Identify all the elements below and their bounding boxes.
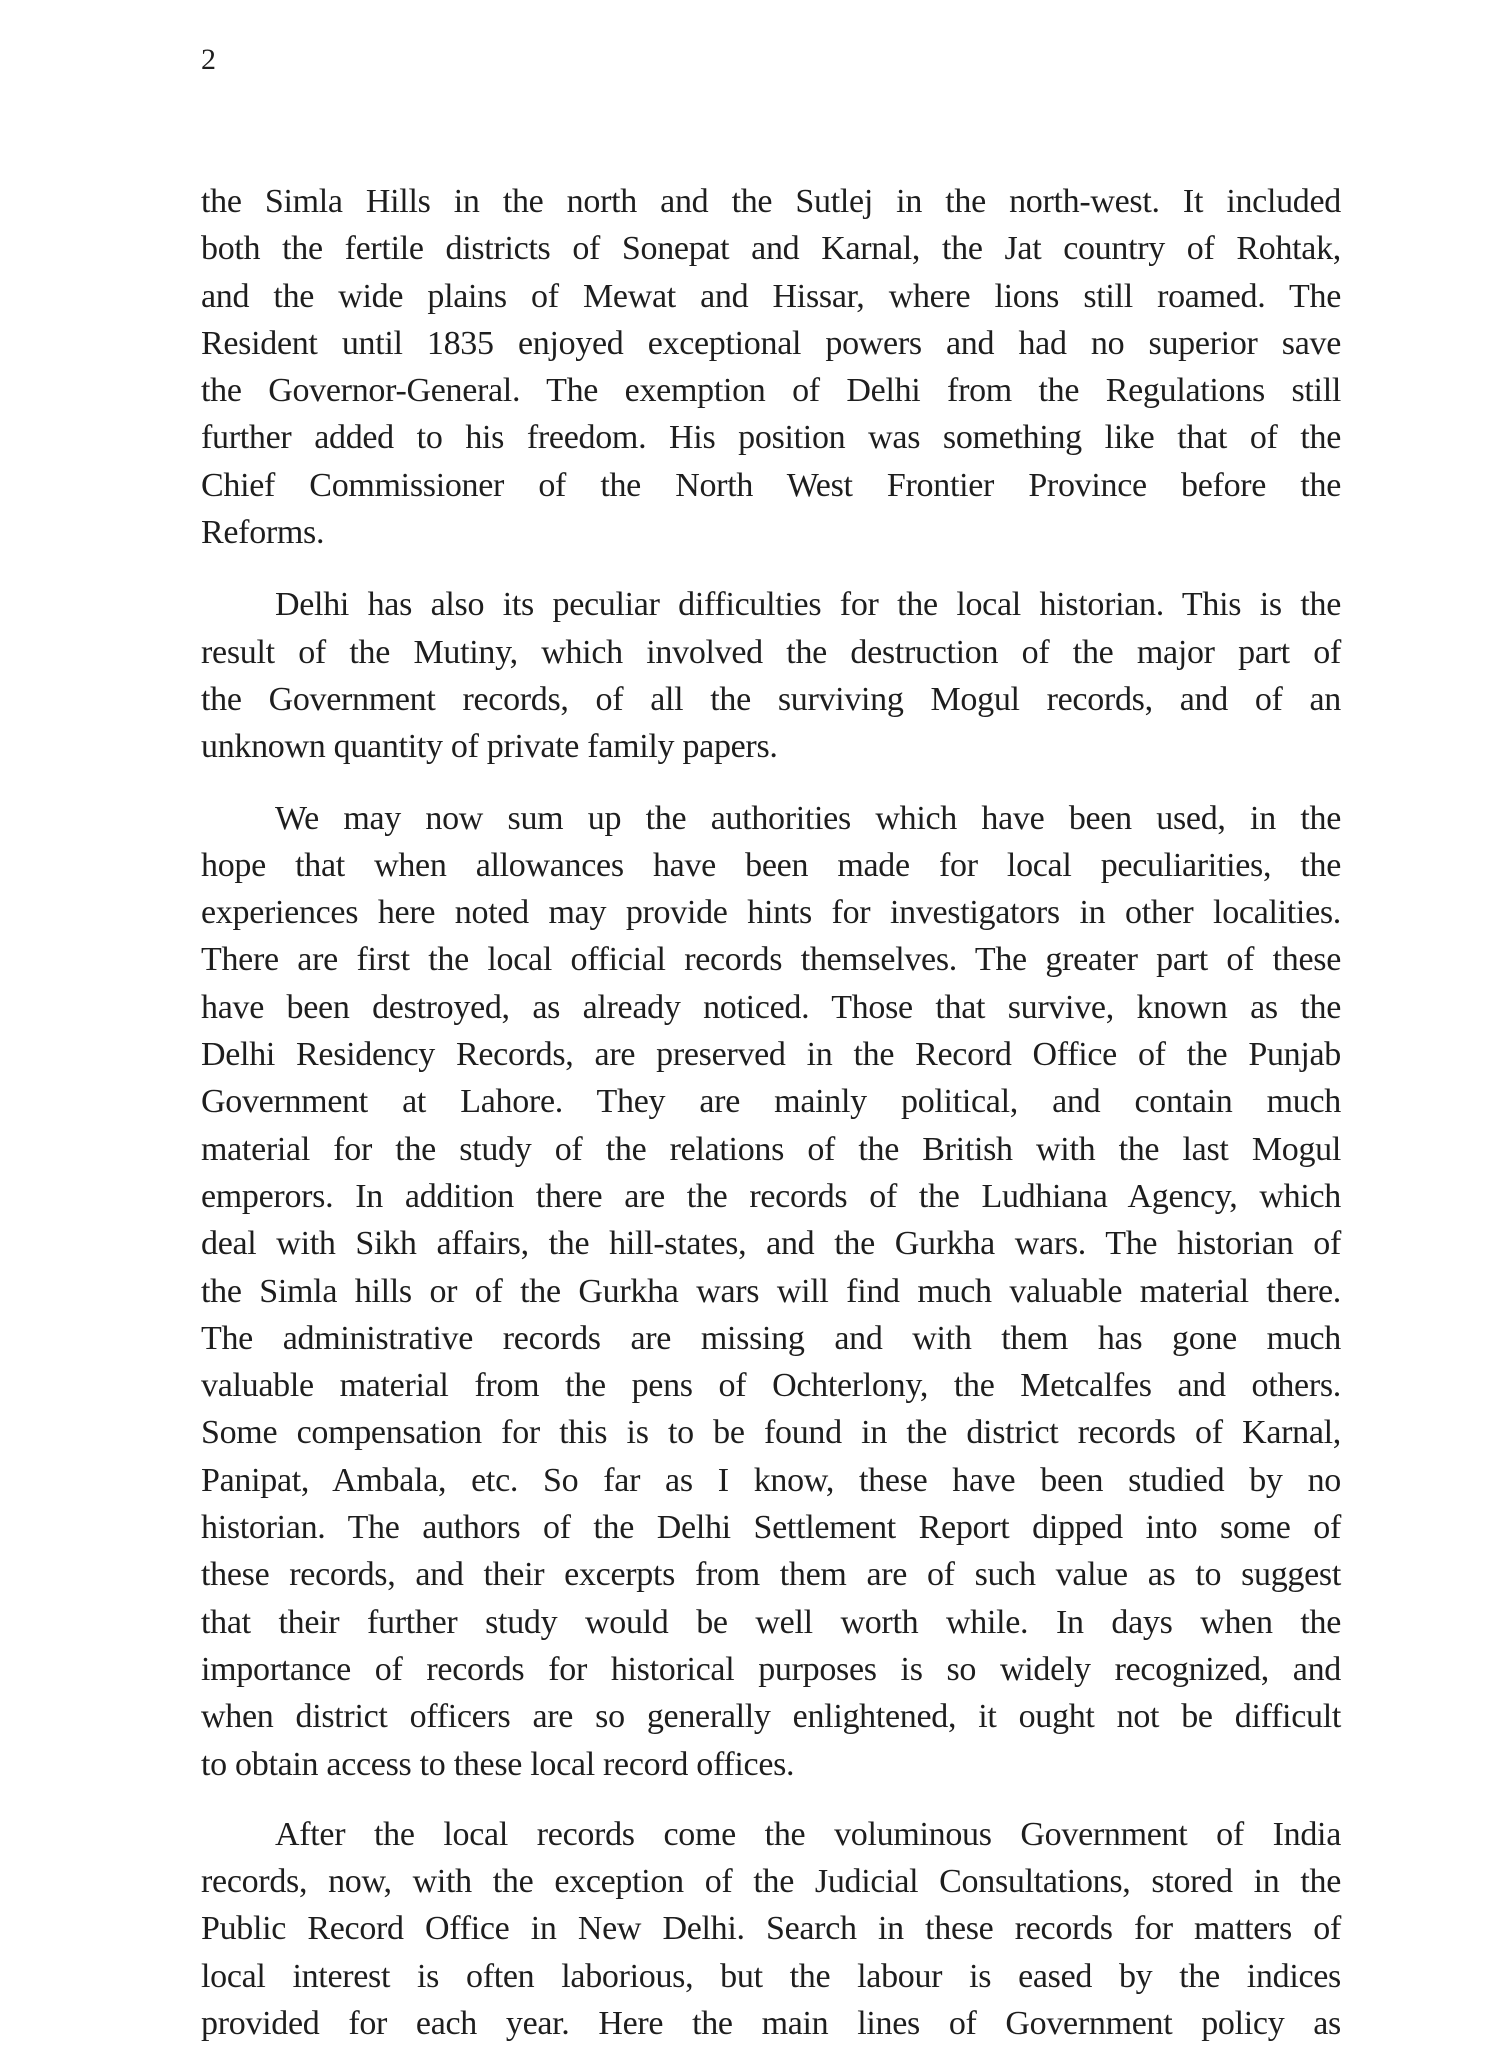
page-number: 2 (201, 43, 216, 76)
text-line: the Simla Hills in the north and the Sutlej in the north-west. It included (201, 183, 1341, 220)
body-text (201, 178, 1341, 2067)
text-line: There are first the local official records themselves. The greater part of these (201, 941, 1341, 979)
text-line: Chief Commissioner of the North West Frontier Province before the (201, 466, 1341, 504)
text-line: to obtain access to these local record offices. (201, 1745, 795, 1783)
text-line: Delhi Residency Records, are preserved in the Record Office of the Punjab (201, 1036, 1341, 1074)
text-line: result of the Mutiny, which involved the destruction of the major part of (201, 633, 1341, 671)
text-line: these records, and their excerpts from them are of such value as to suggest (201, 1556, 1341, 1594)
text-line: valuable material from the pens of Ochterlony, the Metcalfes and others. (201, 1367, 1341, 1405)
text-line: experiences here noted may provide hints for investigators in other localities. (201, 894, 1341, 932)
text-line: After the local records come the voluminous Government of India (275, 1815, 1341, 1853)
text-line: The administrative records are missing and with them has gone much (201, 1319, 1341, 1357)
text-line: records, now, with the exception of the Judicial Consultations, stored in the (201, 1863, 1341, 1901)
text-line: that their further study would be well worth while. In days when the (201, 1603, 1341, 1641)
text-line: both the fertile districts of Sonepat and Karnal, the Jat country of Rohtak, (201, 230, 1341, 268)
text-line: Government at Lahore. They are mainly political, and contain much (201, 1083, 1341, 1121)
text-line: the Governor-General. The exemption of Delhi from the Regulations still (201, 372, 1341, 410)
paragraph-delhi-difficulties (201, 581, 1341, 770)
text-line: unknown quantity of private family papers. (201, 728, 778, 766)
text-line: Public Record Office in New Delhi. Search in these records for matters of (201, 1910, 1341, 1948)
text-line: local interest is often laborious, but the labour is eased by the indices (201, 1957, 1341, 1995)
text-line: importance of records for historical purposes is so widely recognized, and (201, 1650, 1341, 1688)
text-line: emperors. In addition there are the records of the Ludhiana Agency, which (201, 1177, 1341, 1215)
text-line: Delhi has also its peculiar difficulties for the local historian. This is the (275, 586, 1341, 624)
text-line: Panipat, Ambala, etc. So far as I know, these have been studied by no (201, 1461, 1341, 1499)
text-line: and the wide plains of Mewat and Hissar, where lions still roamed. The (201, 277, 1341, 315)
text-line: the Simla hills or of the Gurkha wars will find much valuable material there. (201, 1272, 1341, 1310)
text-line: when district officers are so generally enlightened, it ought not be difficult (201, 1698, 1341, 1736)
text-line: historian. The authors of the Delhi Settlement Report dipped into some of (201, 1509, 1341, 1547)
paragraph-authorities (201, 795, 1341, 1788)
text-line: hope that when allowances have been made for local peculiarities, the (201, 846, 1341, 884)
text-line: material for the study of the relations of the British with the last Mogul (201, 1130, 1341, 1168)
paragraph-simla-hills (201, 178, 1341, 556)
paragraph-government-records (201, 1811, 1341, 2047)
text-line: the Government records, of all the surviving Mogul records, and of an (201, 680, 1341, 718)
text-line: Reforms. (201, 514, 325, 552)
text-line: further added to his freedom. His position was something like that of the (201, 419, 1341, 457)
text-line: have been destroyed, as already noticed. Those that survive, known as the (201, 988, 1341, 1026)
text-line: provided for each year. Here the main lines of Government policy as (201, 2004, 1341, 2042)
text-line: deal with Sikh affairs, the hill-states, and the Gurkha wars. The historian of (201, 1225, 1341, 1263)
text-line: Resident until 1835 enjoyed exceptional powers and had no superior save (201, 324, 1341, 362)
text-line: Some compensation for this is to be found in the district records of Karnal, (201, 1414, 1341, 1452)
text-line: We may now sum up the authorities which have been used, in the (275, 799, 1341, 837)
